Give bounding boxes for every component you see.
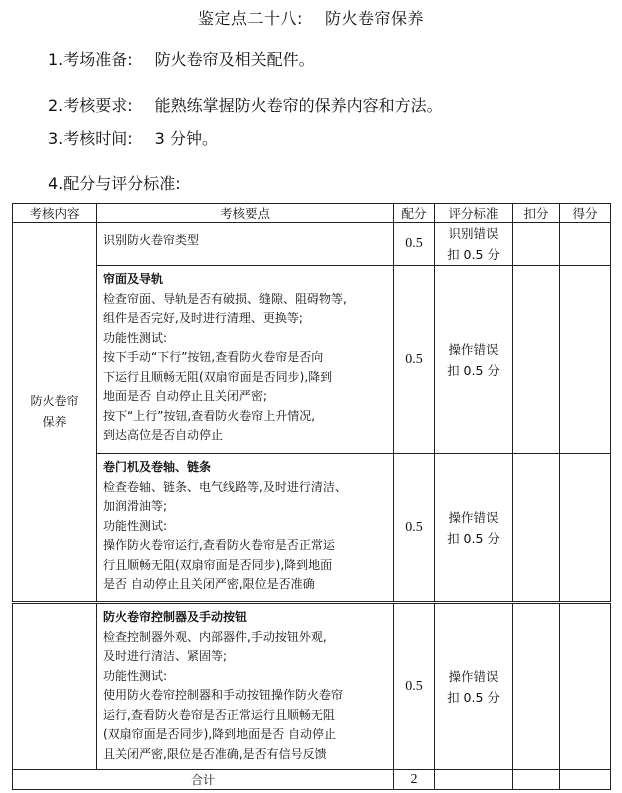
standard-line: 操作错误: [448, 668, 499, 684]
point-line: 是否 自动停止且关闭严密,限位是否准确: [103, 577, 315, 591]
header-deduction: 扣分: [513, 204, 560, 223]
scoring-table: [12, 203, 611, 790]
points-cell: [97, 266, 394, 454]
point-heading: 帘面及导轨: [103, 272, 164, 286]
allocation-cell: 0.5: [394, 223, 435, 266]
point-heading: 卷门机及卷轴、链条: [103, 460, 212, 474]
table-row: [13, 603, 611, 770]
header-score: 得分: [560, 204, 611, 223]
total-score-cell[interactable]: [560, 770, 611, 790]
points-cell: [97, 223, 394, 266]
section-value: 防火卷帘及相关配件。: [154, 50, 315, 69]
score-cell[interactable]: [560, 266, 611, 454]
standard-cell: [435, 454, 513, 603]
point-line: 功能性测试:: [103, 518, 168, 533]
point-line: 操作防火卷帘运行,查看防火卷帘是否正常运: [103, 538, 335, 552]
content-cell: [13, 223, 97, 603]
point-line: 到达高位是否自动停止: [103, 428, 224, 442]
content-label-line: 防火卷帘: [30, 394, 79, 408]
deduction-cell[interactable]: [513, 266, 560, 454]
standard-line: 扣 0.5 分: [447, 362, 500, 378]
point-line: 使用防火卷帘控制器和手动按钮操作防火卷帘: [103, 688, 344, 702]
content-label-line: 保养: [42, 415, 67, 429]
content-cell: [13, 603, 97, 770]
point-line: 运行,查看防火卷帘是否正常运行且顺畅无阻: [103, 707, 335, 722]
allocation-cell: 0.5: [394, 454, 435, 603]
point-line: 功能性测试:: [103, 330, 168, 345]
section-exam-prep: [48, 47, 315, 70]
deduction-cell[interactable]: [513, 603, 560, 770]
total-label: 合计: [13, 770, 394, 790]
point-line: 行且顺畅无阻(双扇帘面是否同步),降到地面: [103, 557, 333, 572]
total-deduction-cell[interactable]: [513, 770, 560, 790]
page-title: [0, 6, 622, 29]
section-value: 3 分钟。: [154, 129, 218, 148]
score-cell[interactable]: [560, 223, 611, 266]
section-label: 4.配分与评分标准:: [48, 174, 181, 193]
point-line: 加润滑油等;: [103, 499, 168, 513]
score-cell[interactable]: [560, 454, 611, 603]
allocation-cell: 0.5: [394, 603, 435, 770]
point-heading: 防火卷帘控制器及手动按钮: [103, 610, 248, 624]
points-cell: [97, 603, 394, 770]
header-allocation: 配分: [394, 204, 435, 223]
point-line: 且关闭严密,限位是否准确,是否有信号反馈: [103, 746, 327, 761]
point-line: 检查控制器外观、内部器件,手动按钮外观,: [103, 629, 327, 644]
section-value: 能熟练掌握防火卷帘的保养内容和方法。: [154, 96, 443, 115]
point-line: 功能性测试:: [103, 668, 168, 683]
point-line: 识别防火卷帘类型: [103, 233, 200, 247]
point-line: 检查帘面、导轨是否有破损、缝隙、阻碍物等,: [103, 291, 347, 306]
point-line: 组件是否完好,及时进行清理、更换等;: [103, 311, 303, 325]
section-label: 3.考核时间:: [48, 129, 133, 148]
standard-cell: [435, 223, 513, 266]
standard-line: 扣 0.5 分: [447, 530, 500, 546]
table-row: [13, 454, 611, 603]
table-row: [13, 266, 611, 454]
allocation-cell: 0.5: [394, 266, 435, 454]
header-content: 考核内容: [13, 204, 97, 223]
standard-line: 操作错误: [448, 341, 499, 357]
title-prefix: 鉴定点二十八:: [198, 9, 303, 28]
header-standard: 评分标准: [435, 204, 513, 223]
point-line: 按下手动“下行”按钮,查看防火卷帘是否向: [103, 350, 324, 364]
point-line: 地面是否 自动停止且关闭严密;: [103, 389, 267, 403]
table-header-row: [13, 204, 611, 223]
standard-line: 扣 0.5 分: [447, 247, 500, 262]
standard-line: 识别错误: [448, 226, 499, 241]
section-scoring: [48, 171, 181, 194]
title-topic: 防火卷帘保养: [324, 9, 424, 28]
standard-cell: [435, 603, 513, 770]
deduction-cell[interactable]: [513, 454, 560, 603]
total-row: [13, 770, 611, 790]
point-line: (双扇帘面是否同步),降到地面是否 自动停止: [103, 727, 336, 741]
point-line: 检查卷轴、链条、电气线路等,及时进行清洁、: [103, 479, 347, 494]
section-label: 2.考核要求:: [48, 96, 133, 115]
deduction-cell[interactable]: [513, 223, 560, 266]
total-score: 2: [394, 770, 435, 790]
score-cell[interactable]: [560, 603, 611, 770]
point-line: 及时进行清洁、紧固等;: [103, 649, 228, 663]
point-line: 按下“上行”按钮,查看防火卷帘上升情况,: [103, 408, 316, 423]
standard-line: 操作错误: [448, 509, 499, 525]
section-requirements: [48, 93, 443, 116]
total-standard-cell: [435, 770, 513, 790]
section-time: [48, 126, 218, 149]
table-row: [13, 223, 611, 266]
standard-line: 扣 0.5 分: [447, 689, 500, 705]
section-label: 1.考场准备:: [48, 50, 133, 69]
point-line: 下运行且顺畅无阻(双扇帘面是否同步),降到: [103, 369, 333, 384]
header-points: 考核要点: [97, 204, 394, 223]
standard-cell: [435, 266, 513, 454]
points-cell: [97, 454, 394, 603]
